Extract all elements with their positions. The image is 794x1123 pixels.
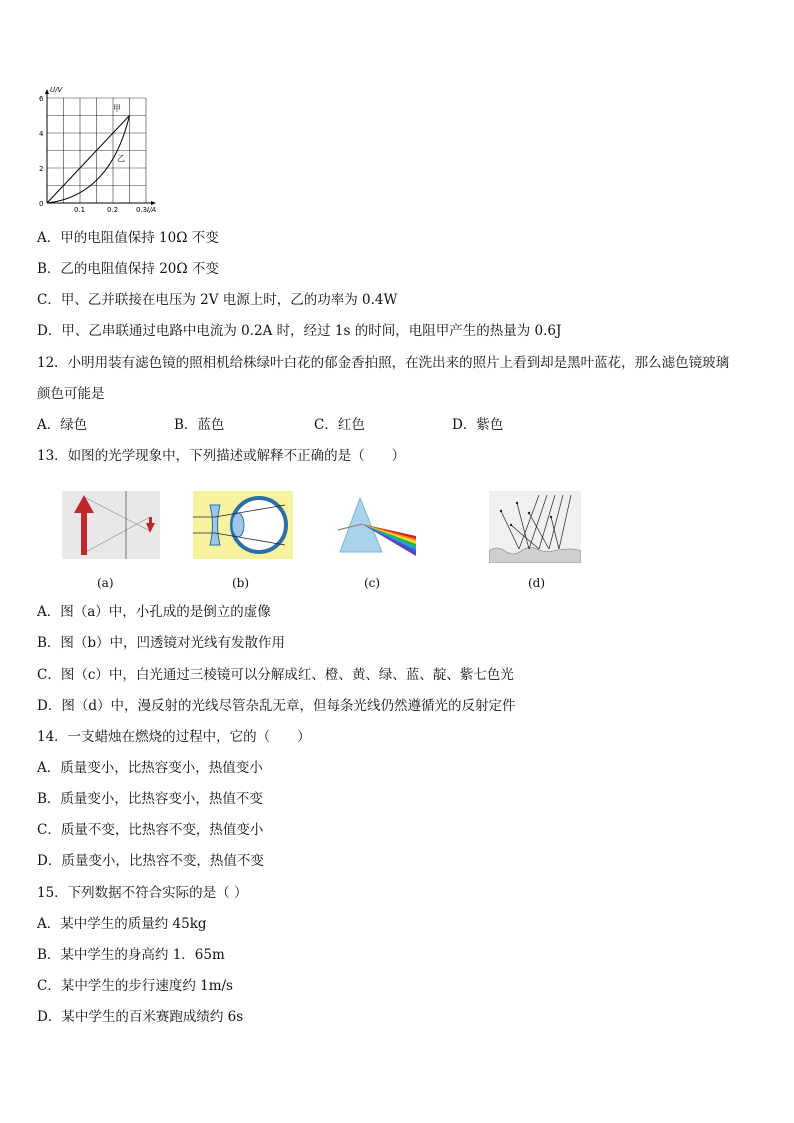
q15-option-d: D．某中学生的百米赛跑成绩约 6s: [37, 1009, 244, 1025]
q11-option-a: A．甲的电阻值保持 10Ω 不变: [37, 230, 219, 246]
q14-option-d: D．质量变小，比热容不变，热值不变: [37, 853, 264, 869]
q15-option-c: C．某中学生的步行速度约 1m/s: [37, 978, 233, 994]
caption-b: (b): [232, 576, 250, 590]
curve-label-yi: 乙: [117, 154, 125, 163]
q11-option-b: B．乙的电阻值保持 20Ω 不变: [37, 261, 219, 277]
caption-c: (c): [364, 576, 381, 590]
q12-option-b: B．蓝色: [174, 417, 225, 433]
q15-option-b: B．某中学生的身高约 1．65m: [37, 947, 225, 963]
caption-d: (d): [528, 576, 546, 590]
u-i-graph: [30, 84, 160, 216]
curve-label-jia: 甲: [113, 104, 121, 113]
q15-option-a: A．某中学生的质量约 45kg: [37, 916, 207, 932]
x-tick: 0.3: [136, 206, 148, 214]
figure-c-prism: [338, 494, 416, 556]
q12-stem-line2: 颜色可能是: [37, 386, 105, 402]
q11-option-d: D．甲、乙串联通过电路中电流为 0.2A 时，经过 1s 的时间，电阻甲产生的热量为 0.6J: [37, 323, 562, 339]
q13-option-c: C．图（c）中，白光通过三棱镜可以分解成红、橙、黄、绿、蓝、靛、紫七色光: [37, 667, 514, 683]
x-tick: 0.2: [107, 206, 119, 214]
caption-a: (a): [97, 576, 114, 590]
q12-option-d: D．紫色: [452, 417, 504, 433]
q14-stem: 14．一支蜡烛在燃烧的过程中，它的（ ）: [37, 729, 311, 745]
y-tick: 4: [39, 130, 44, 138]
x-tick: 0.1: [74, 206, 86, 214]
y-axis-label: U/V: [50, 86, 63, 94]
figure-b-concave-lens-eye: [193, 491, 293, 559]
q12-option-a: A．绿色: [37, 417, 88, 433]
q12-stem-line1: 12．小明用装有滤色镜的照相机给株绿叶白花的郁金香拍照，在洗出来的照片上看到却是黑叶蓝花，那么滤色镜玻璃: [37, 355, 730, 371]
q11-option-c: C．甲、乙并联接在电压为 2V 电源上时，乙的功率为 0.4W: [37, 292, 398, 308]
figure-d-diffuse-reflection: [489, 491, 581, 563]
q13-option-d: D．图（d）中，漫反射的光线尽管杂乱无章，但每条光线仍然遵循光的反射定件: [37, 698, 516, 714]
y-tick: 6: [39, 95, 44, 103]
q14-option-b: B．质量变小，比热容变小，热值不变: [37, 791, 263, 807]
q13-stem: 13．如图的光学现象中，下列描述或解释不正确的是（ ）: [37, 448, 406, 464]
y-tick: 2: [39, 165, 44, 173]
q13-option-a: A．图（a）中，小孔成的是倒立的虚像: [37, 604, 271, 620]
q14-option-c: C．质量不变，比热容不变，热值变小: [37, 822, 264, 838]
q14-option-a: A．质量变小，比热容变小，热值变小: [37, 760, 263, 776]
q15-stem: 15．下列数据不符合实际的是（ ）: [37, 885, 248, 901]
figure-a-pinhole: [62, 491, 160, 559]
y-tick: 0: [39, 200, 44, 208]
q12-option-c: C．红色: [314, 417, 365, 433]
x-axis-label: I/A: [147, 206, 157, 214]
q13-option-b: B．图（b）中，凹透镜对光线有发散作用: [37, 635, 286, 651]
